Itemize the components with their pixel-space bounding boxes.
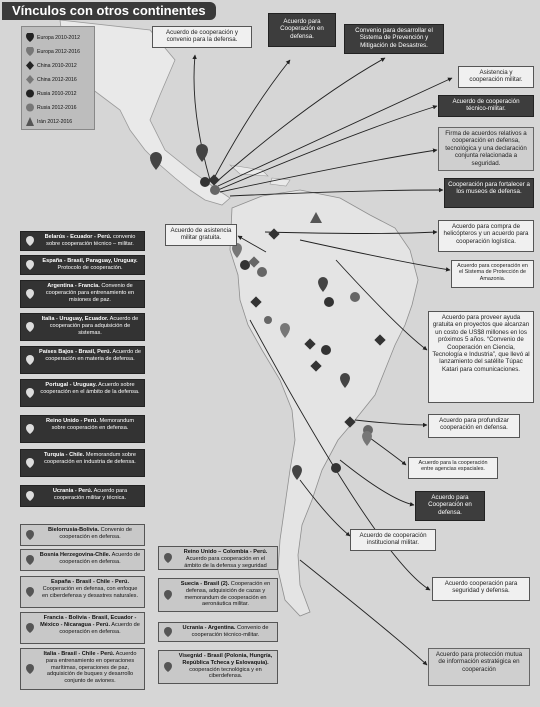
callout-box: Acuerdo cooperación para seguridad y defensa. <box>432 577 530 601</box>
pin-dark-icon <box>25 355 35 365</box>
pin-gray-icon <box>25 555 35 565</box>
agreement-box: Países Bajos - Brasil, Perú. Acuerdo de cooperación en materia de defensa. <box>20 346 145 374</box>
agreement-box: España - Brasil - Chile - Perú. Cooperación en defensa, con enfoque en ciberdefensa y desastres naturales. <box>20 576 145 608</box>
circle-gray-icon <box>210 185 220 195</box>
pin-gray-icon <box>25 623 35 633</box>
diamond-gray-icon <box>26 75 34 84</box>
pin-gray-icon <box>25 587 35 597</box>
circle-gray-icon <box>264 316 272 324</box>
callout-box: Acuerdo para cooperación en el Sistema de Protección de Amazonia. <box>451 260 534 288</box>
callout-box: Acuerdo para profundizar cooperación en defensa. <box>428 414 520 438</box>
pin-dark-icon <box>25 458 35 468</box>
agreement-box: Suecia - Brasil (2). Cooperación en defensa, adquisición de cazas y memorandum de cooperación en aeronáutica militar. <box>158 578 278 612</box>
agreement-box: Bielorrusia-Bolivia. Convenio de cooperación en defensa. <box>20 524 145 546</box>
pin-dark-icon <box>25 491 35 501</box>
legend-item: Rusia 2012-2016 <box>26 103 77 112</box>
agreement-box: Belarús - Ecuador - Perú. convenio sobre cooperación técnico – militar. <box>20 231 145 251</box>
callout-box: Acuerdo para Cooperación en defensa. <box>268 13 336 47</box>
legend-item: China 2010-2012 <box>26 61 77 70</box>
callout-box: Acuerdo de cooperación institucional militar. <box>350 529 436 551</box>
callout-box: Acuerdo para Cooperación en defensa. <box>415 491 485 521</box>
callout-box: Cooperación para fortalecer a los museos de defensa. <box>444 178 534 208</box>
legend-item: Irán 2012-2016 <box>26 117 72 126</box>
agreement-box: Turquía - Chile. Memorandum sobre cooperación en industria de defensa. <box>20 449 145 477</box>
pin-dark-icon <box>25 424 35 434</box>
callout-box: Acuerdo de asistencia militar gratuita. <box>165 224 237 246</box>
circle-dark-icon <box>321 345 331 355</box>
circle-dark-icon <box>200 177 210 187</box>
agreement-box: Bosnia Herzegovina-Chile. Acuerdo de cooperación en defensa. <box>20 549 145 571</box>
pin-gray-icon <box>163 590 173 600</box>
diamond-dark-icon <box>26 61 34 70</box>
agreement-box: Visegrád - Brasil (Polonia, Hungría, República Tcheca y Eslovaquia). cooperación tecnológica y en ciberdefensa. <box>158 650 278 684</box>
agreement-box: Reino Unido – Colombia - Perú. Acuerdo para cooperación en el ámbito de la defensa y seguridad <box>158 546 278 570</box>
page-title: Vínculos con otros continentes <box>2 2 216 20</box>
agreement-box: Argentina - Francia. Convenio de cooperación para entrenamiento en misiones de paz. <box>20 280 145 308</box>
callout-box: Firma de acuerdos relativos a cooperación en defensa, tecnológica y una declaración conjunta relacionada a seguridad. <box>438 127 534 171</box>
pin-gray-icon <box>25 530 35 540</box>
callout-box: Acuerdo para la cooperación entre agencias espaciales. <box>408 457 498 479</box>
callout-box: Acuerdo de cooperación y convenio para la defensa. <box>152 26 252 48</box>
agreement-box: Italia - Brasil - Chile - Perú. Acuerdo para entrenamiento en operaciones marítimas, operaciones de paz, adquisición de buques y desarrollo conjunto de aviones. <box>20 648 145 690</box>
pin-dark-icon <box>25 289 35 299</box>
pin-dark-icon <box>25 388 35 398</box>
callout-box: Acuerdo de cooperación técnico-militar. <box>438 95 534 117</box>
circle-gray-icon <box>26 103 34 112</box>
circle-gray-icon <box>257 267 267 277</box>
legend-item: Europa 2010-2012 <box>26 33 80 42</box>
circle-dark-icon <box>324 297 334 307</box>
agreement-box: Francia - Bolivia - Brasil, Ecuador - México - Nicaragua - Perú. Acuerdo de cooperación en defensa. <box>20 612 145 644</box>
pin-dark-icon <box>25 322 35 332</box>
pin-gray-icon <box>25 664 35 674</box>
circle-dark-icon <box>240 260 250 270</box>
circle-gray-icon <box>350 292 360 302</box>
callout-box: Acuerdo para compra de helicópteros y un acuerdo para cooperación logística. <box>438 220 534 252</box>
circle-dark-icon <box>26 89 34 98</box>
agreement-box: Reino Unido - Perú. Memorandum sobre cooperación en defensa. <box>20 415 145 443</box>
agreement-box: Italia - Uruguay, Ecuador. Acuerdo de cooperación para adquisición de sistemas. <box>20 313 145 341</box>
pin-gray-icon <box>163 627 173 637</box>
pin-gray-icon <box>163 662 173 672</box>
pin-dark-icon <box>25 260 35 270</box>
agreement-box: Portugal - Uruguay. Acuerdo sobre cooperación en el ámbito de la defensa. <box>20 379 145 407</box>
callout-box: Asistencia y cooperación militar. <box>458 66 534 88</box>
pin-dark-icon <box>25 236 35 246</box>
legend-item: China 2012-2016 <box>26 75 77 84</box>
agreement-box: España - Brasil, Paraguay, Uruguay. Protocolo de cooperación. <box>20 255 145 275</box>
pin-gray-icon <box>26 47 34 56</box>
agreement-box: Ucrania - Perú. Acuerdo para cooperación militar y técnica. <box>20 485 145 507</box>
callout-box: Acuerdo para proveer ayuda gratuita en proyectos que alcanzan un costo de US$8 millones en los próximos 5 años. “Convenio de Cooperación en Ciencia, Tecnología e Industria”, que llevó al lanzamiento del satélite Túpac Katari para comunicaciones. <box>428 311 534 403</box>
triangle-icon <box>26 117 34 126</box>
pin-dark-icon <box>26 33 34 42</box>
callout-box: Convenio para desarrollar el Sistema de Prevención y Mitigación de Desastres. <box>344 24 444 54</box>
callout-box: Acuerdo para protección mutua de información estratégica en cooperación <box>428 648 530 686</box>
legend-item: Rusia 2010-2012 <box>26 89 77 98</box>
legend-item: Europa 2012-2016 <box>26 47 80 56</box>
map-legend <box>21 26 95 130</box>
agreement-box: Ucrania - Argentina. Convenio de cooperación técnico-militar. <box>158 622 278 642</box>
pin-gray-icon <box>163 553 173 563</box>
circle-dark-icon <box>331 463 341 473</box>
